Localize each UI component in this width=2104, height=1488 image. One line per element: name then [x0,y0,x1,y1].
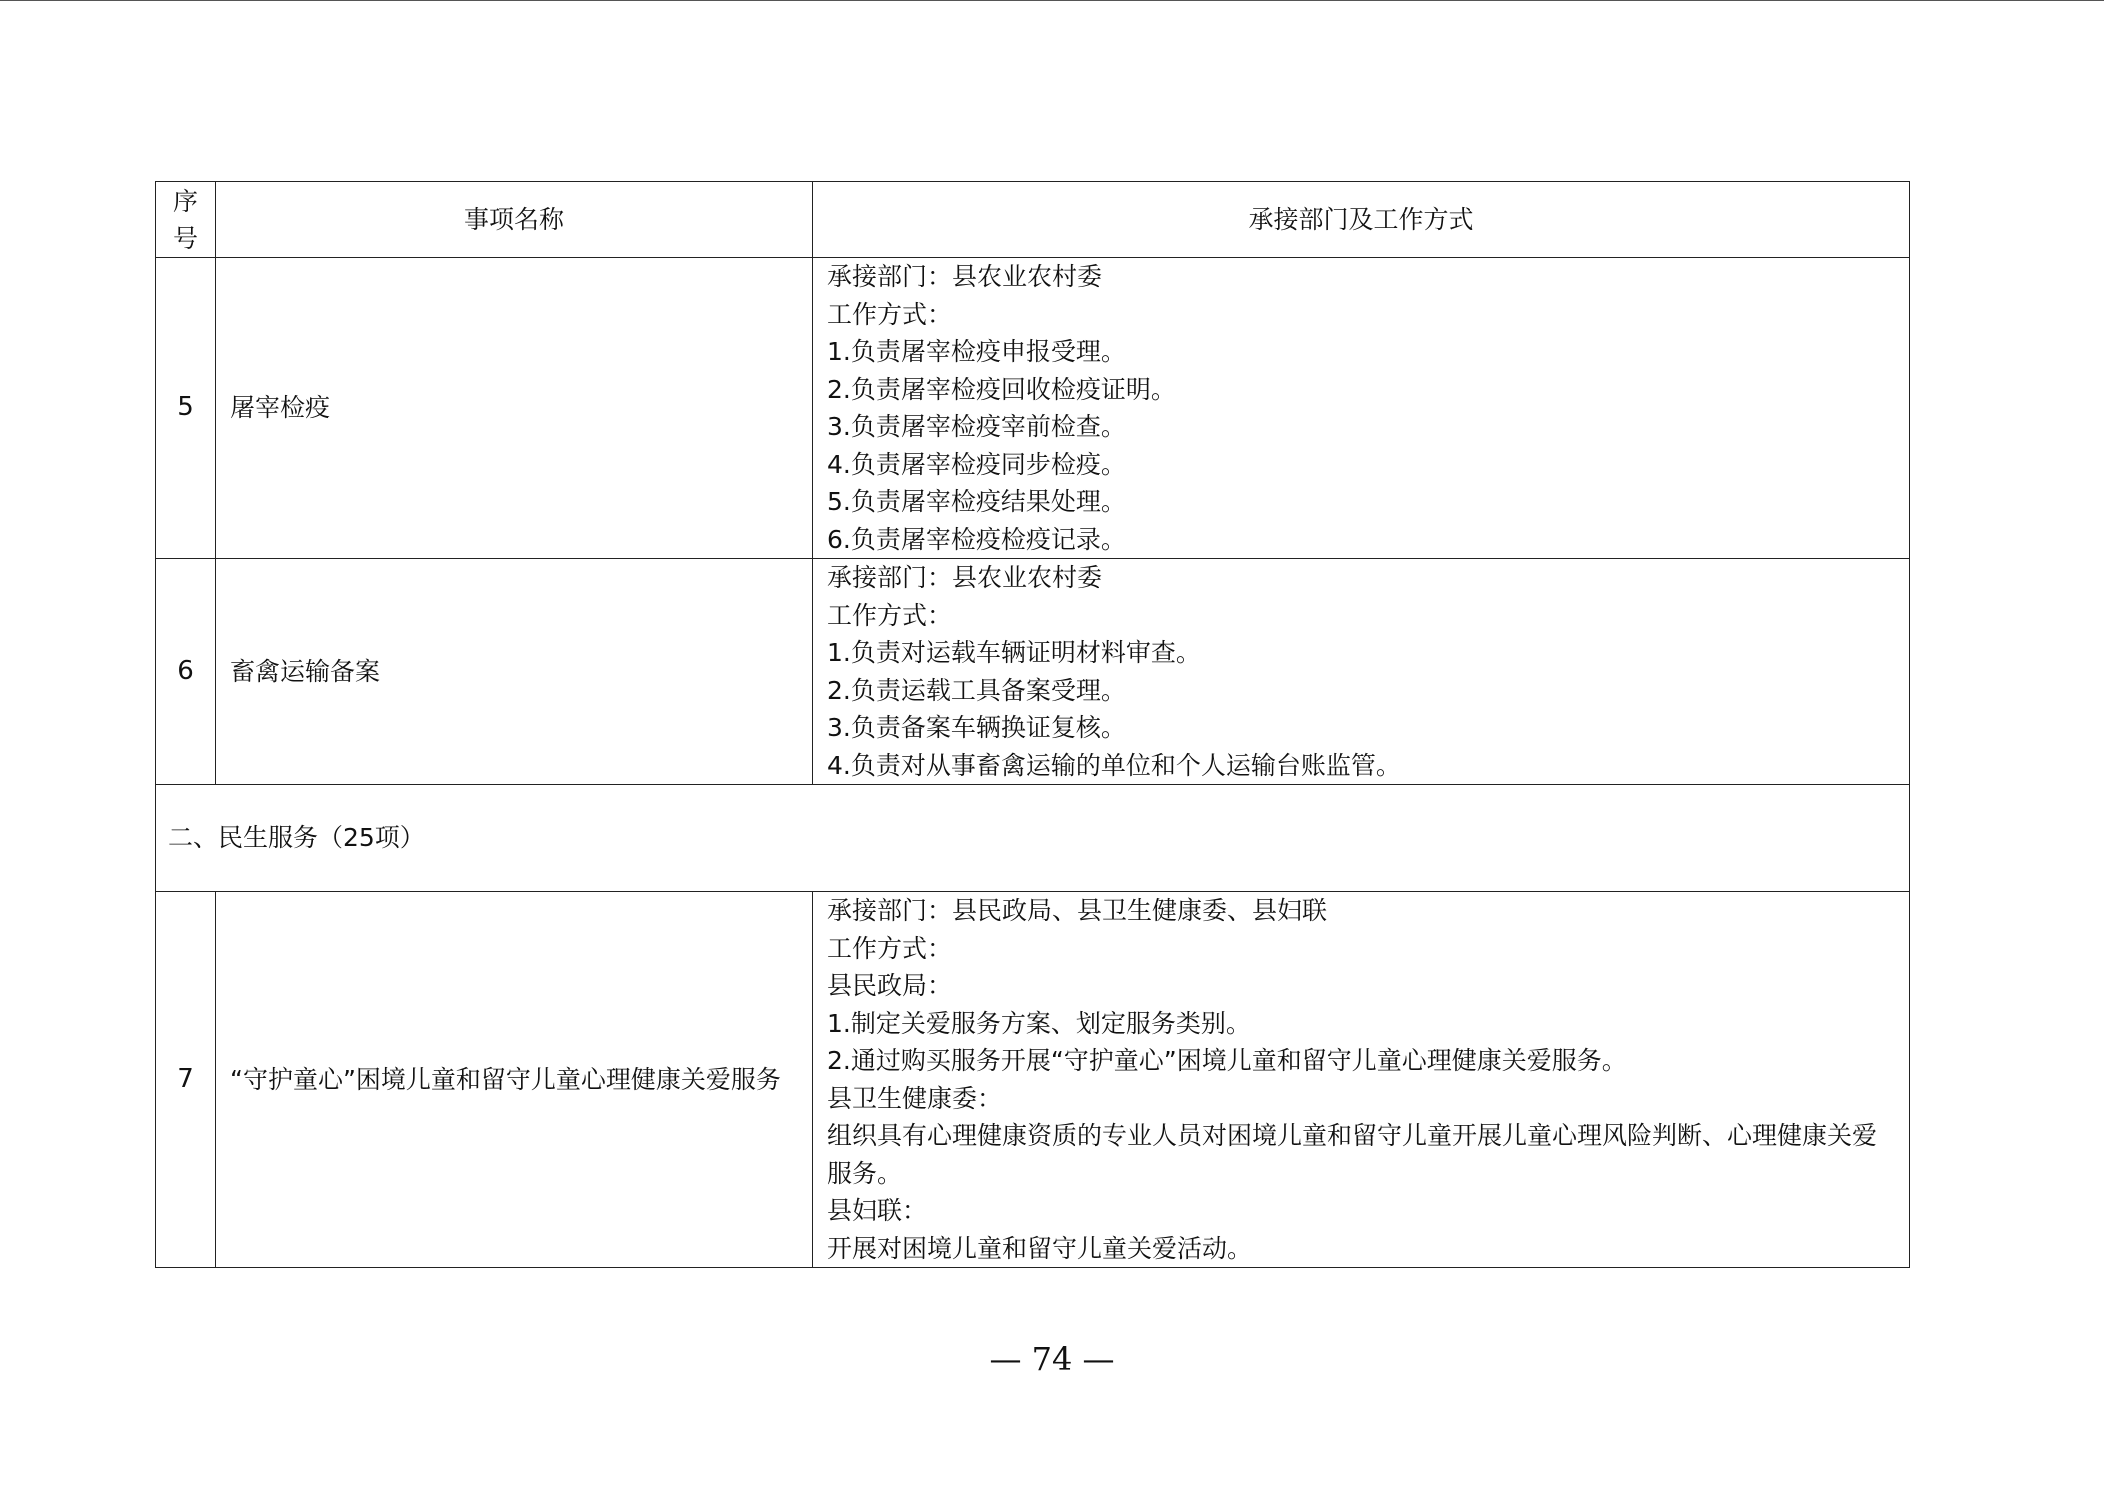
work-line: 工作方式： [827,600,953,630]
header-serial-number [156,182,216,258]
work-line: 承接部门：县民政局、县卫生健康委、县妇联 [827,896,1328,925]
work-line: 1.制定关爱服务方案、划定服务类别。 [827,1008,1251,1038]
work-line: 2.负责屠宰检疫回收检疫证明。 [827,374,1176,404]
header-matter-name: 事项名称 [216,182,813,258]
work-line: 4.负责屠宰检疫同步检疫。 [827,449,1126,479]
matter-name: 畜禽运输备案 [216,559,813,785]
department-method-cell [813,892,1910,1268]
work-line: 县妇联： [827,1196,928,1225]
work-line: 县民政局： [827,971,953,1000]
work-line: 1.负责屠宰检疫申报受理。 [827,337,1126,366]
work-line: 组织具有心理健康资质的专业人员对困境儿童和留守儿童开展儿童心理风险判断、心理健康关爱服务。 [827,1121,1878,1188]
table-row [156,892,1910,1268]
table-header-row [156,182,1910,258]
work-line: 6.负责屠宰检疫检疫记录。 [827,524,1126,554]
work-line: 4.负责对从事畜禽运输的单位和个人运输台账监管。 [827,750,1401,780]
work-line: 5.负责屠宰检疫结果处理。 [827,487,1126,516]
department-method-cell [813,559,1910,785]
matters-table [155,181,1910,1268]
page-top-border [0,0,2104,1]
work-line: 1.负责对运载车辆证明材料审查。 [827,638,1201,667]
page-number: — 74 — [989,1340,1115,1378]
work-line: 工作方式： [827,933,953,963]
work-line: 2.负责运载工具备案受理。 [827,675,1126,705]
matter-name: “守护童心”困境儿童和留守儿童心理健康关爱服务 [216,892,813,1268]
section-row [156,785,1910,892]
header-serial-line-1: 序 [172,186,198,216]
work-line: 3.负责屠宰检疫宰前检查。 [827,412,1126,441]
row-number: 6 [156,559,216,785]
header-serial-line-2: 号 [172,223,198,253]
work-line: 3.负责备案车辆换证复核。 [827,713,1126,742]
section-title: 二、民生服务（25项） [156,785,1910,892]
work-line: 2.通过购买服务开展“守护童心”困境儿童和留守儿童心理健康关爱服务。 [827,1046,1627,1075]
work-line: 承接部门：县农业农村委 [827,262,1103,291]
row-number: 5 [156,258,216,559]
table-row [156,559,1910,785]
work-line: 工作方式： [827,299,953,329]
matter-name: 屠宰检疫 [216,258,813,559]
row-number: 7 [156,892,216,1268]
work-line: 县卫生健康委： [827,1083,1003,1113]
department-method-cell [813,258,1910,559]
work-line: 开展对困境儿童和留守儿童关爱活动。 [827,1233,1253,1263]
table-row [156,258,1910,559]
header-department-method: 承接部门及工作方式 [813,182,1910,258]
work-line: 承接部门：县农业农村委 [827,563,1103,592]
